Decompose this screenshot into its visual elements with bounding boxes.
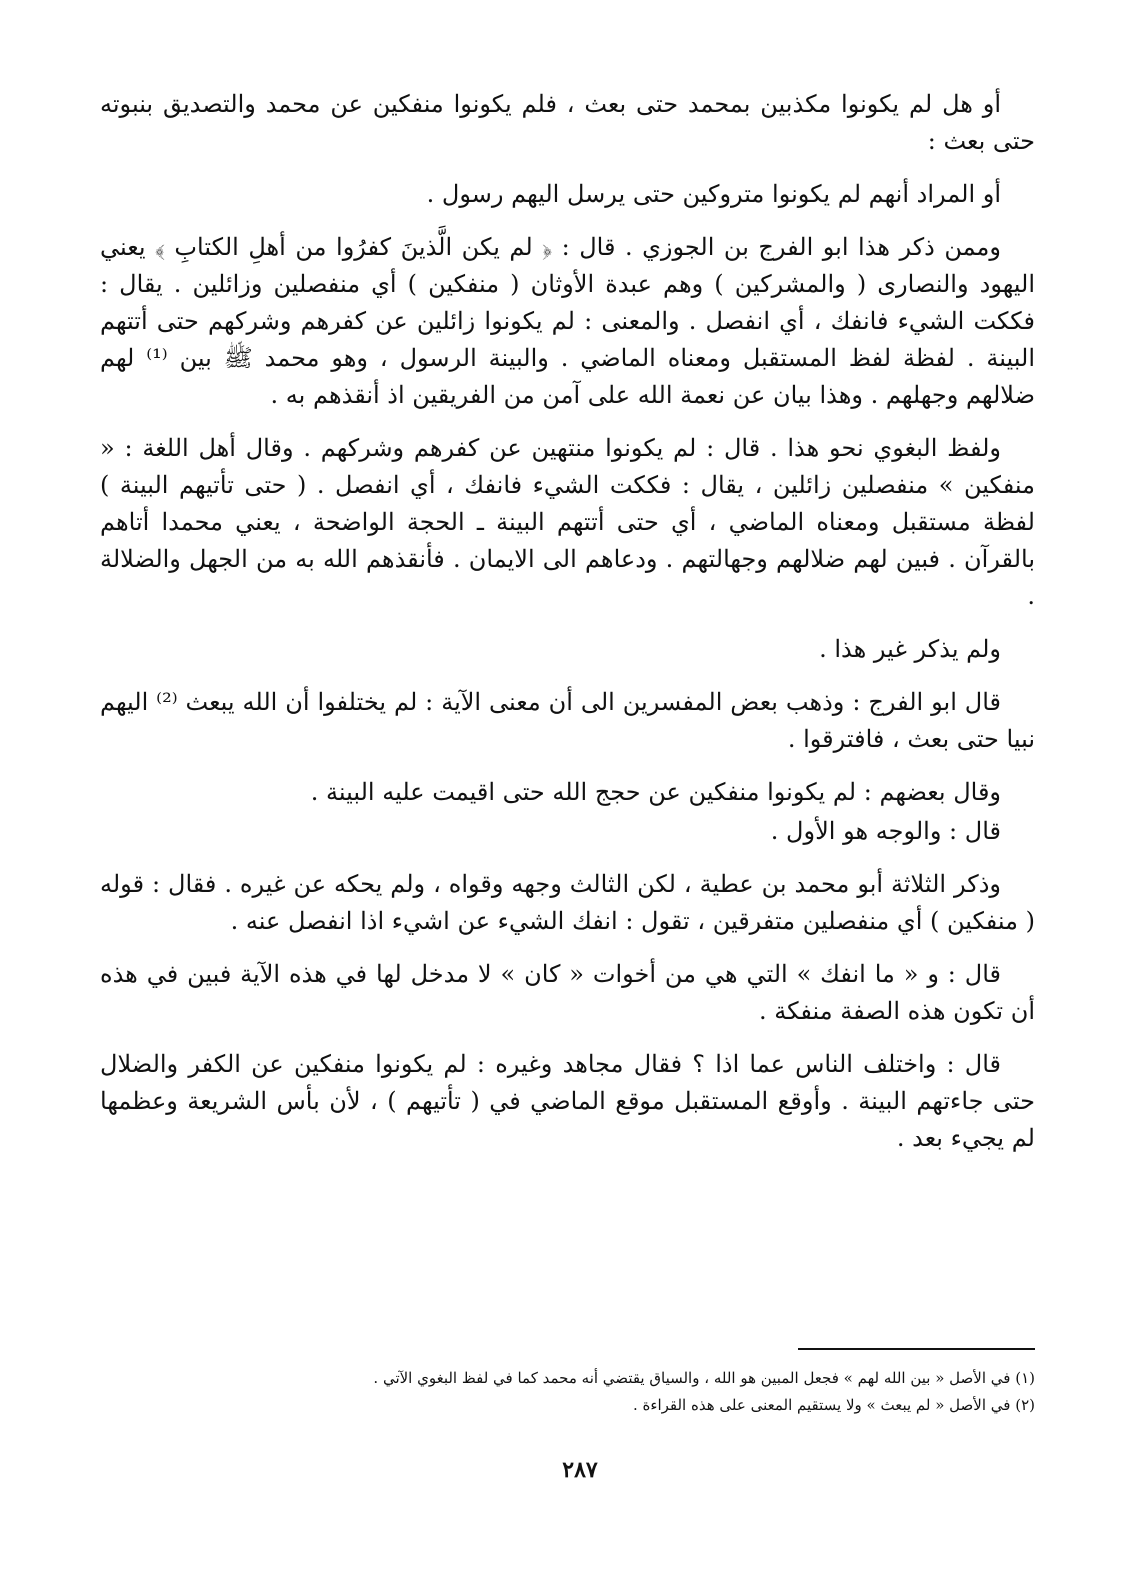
footnote-2: (٢) في الأصل « لم يبعث » ولا يستقيم المعنى على هذه القراءة . <box>633 1396 1035 1414</box>
paragraph-10: قال : و « ما انفك » التي هي من أخوات « كان » لا مدخل لها في هذه الآية فبين في هذه أن تكون هذه الصفة منفكة . <box>100 960 1035 1025</box>
footnote-1: (١) في الأصل « بين الله لهم » فجعل المبين هو الله ، والسياق يقتضي أنه محمد كما في لفظ البغوي الآتي . <box>373 1369 1035 1387</box>
main-text <box>100 86 1035 1173</box>
paragraph-9: وذكر الثلاثة أبو محمد بن عطية ، لكن الثالث وجهه وقواه ، ولم يحكه عن غيره . فقال : قوله ( منفكين ) أي منفصلين متفرقين ، تقول : انفك الشيء عن اشيء اذا انفصل عنه . <box>100 870 1035 935</box>
footnote-divider <box>798 1348 1035 1350</box>
paragraph-11: قال : واختلف الناس عما اذا ؟ فقال مجاهد وغيره : لم يكونوا منفكين عن الكفر والضلال حتى جاءتهم البينة . وأوقع المستقبل موقع الماضي في ( تأتيهم ) ، لأن بأس الشريعة وعظمها لم يجيء بعد . <box>100 1050 1035 1152</box>
paragraph-4: ولفظ البغوي نحو هذا . قال : لم يكونوا منتهين عن كفرهم وشركهم . وقال أهل اللغة : « منفكين » منفصلين زائلين ، يقال : فككت الشيء فانفك ، أي انفصل . ( حتى تأتيهم البينة ) لفظة مستقبل ومعناه الماضي ، أي حتى أتتهم البينة ـ الحجة الواضحة ، يعني محمدا أتاهم بالقرآن . فبين لهم ضلالهم وجهالتهم . ودعاهم الى الايمان . فأنقذهم الله به من الجهل والضلالة . <box>100 434 1035 610</box>
paragraph-6: قال ابو الفرج : وذهب بعض المفسرين الى أن معنى الآية : لم يختلفوا أن الله يبعث ⁽²⁾ اليهم نبيا حتى بعث ، فافترقوا . <box>100 688 1035 753</box>
paragraph-8: قال : والوجه هو الأول . <box>770 817 1001 845</box>
page-number: ٢٨٧ <box>562 1457 598 1483</box>
paragraph-1: أو هل لم يكونوا مكذبين بمحمد حتى بعث ، فلم يكونوا منفكين عن محمد والتصديق بنبوته حتى بعث : <box>100 90 1035 155</box>
paragraph-2: أو المراد أنهم لم يكونوا متروكين حتى يرسل اليهم رسول . <box>426 180 1001 208</box>
footnotes <box>300 1365 1035 1419</box>
paragraph-3: وممن ذكر هذا ابو الفرج بن الجوزي . قال : ﴿ لم يكن الَّذينَ كفرُوا من أهلِ الكتابِ ﴾ يعني اليهود والنصارى ( والمشركين ) وهم عبدة الأوثان ( منفكين ) أي منفصلين وزائلين . يقال : فككت الشيء فانفك ، أي انفصل . والمعنى : لم يكونوا زائلين عن كفرهم وشركهم حتى أتتهم البينة . لفظة لفظ المستقبل ومعناه الماضي . والبينة الرسول ، وهو محمد ﷺ بين ⁽¹⁾ لهم ضلالهم وجهلهم . وهذا بيان عن نعمة الله على آمن من الفريقين اذ أنقذهم به . <box>100 233 1036 409</box>
paragraph-5: ولم يذكر غير هذا . <box>819 635 1001 663</box>
paragraph-7: وقال بعضهم : لم يكونوا منفكين عن حجج الله حتى اقيمت عليه البينة . <box>310 778 1001 806</box>
